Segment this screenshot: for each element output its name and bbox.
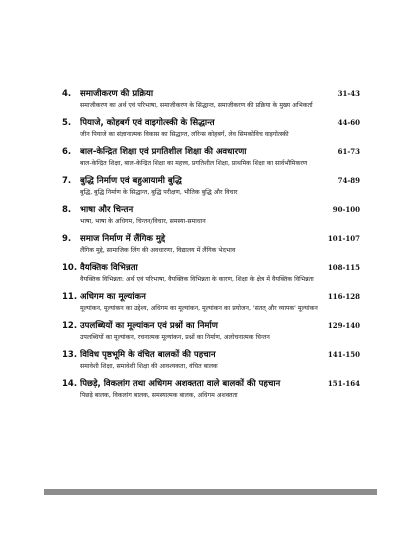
toc-entry bbox=[62, 146, 360, 168]
chapter-title: बाल-केन्द्रित शिक्षा एवं प्रगतिशील शिक्षा की अवधारणा bbox=[80, 147, 247, 157]
chapter-title: पिछड़े, विकलांग तथा अधिगम अशक्तता वाले बालकों की पहचान bbox=[80, 379, 281, 389]
chapter-number: 10. bbox=[62, 263, 78, 273]
toc-entry-heading bbox=[62, 291, 360, 302]
toc-entry-heading bbox=[62, 146, 360, 157]
chapter-topics: उपलब्धियों का मूल्यांकन, रचनात्मक मूल्यांकन, प्रश्नों का निर्माण, अलोचनात्मक चिन्तन bbox=[80, 334, 270, 341]
toc-entry bbox=[62, 262, 360, 284]
page-range: 129-140 bbox=[327, 321, 360, 330]
chapter-number: 13. bbox=[62, 350, 78, 360]
chapter-title: समाज निर्माण में लैंगिक मुद्दे bbox=[80, 234, 166, 244]
chapter-number: 9. bbox=[62, 234, 72, 244]
chapter-topics: जीन पियाजे का संज्ञानात्मक विकास का सिद्धान्त, लॉरेन्स कोहबर्ग, लेव सिमकोविच वाइगोत्स्की bbox=[80, 131, 289, 138]
toc-entry-heading bbox=[62, 117, 360, 128]
toc-entry bbox=[62, 291, 360, 313]
toc-entry bbox=[62, 117, 360, 139]
page-range: 116-128 bbox=[327, 292, 360, 301]
page-range: 101-107 bbox=[327, 234, 360, 243]
chapter-number: 6. bbox=[62, 147, 72, 157]
chapter-title: वैयक्तिक विभिन्नता bbox=[80, 263, 138, 273]
chapter-number: 5. bbox=[62, 118, 72, 128]
page-range: 31-43 bbox=[337, 89, 360, 98]
bottom-divider-bar bbox=[44, 489, 377, 495]
chapter-topics: पिछड़े बालक, विकलांग बालक, समस्यात्मक बालक, अधिगम अशक्तता bbox=[80, 392, 238, 399]
page-range: 90-100 bbox=[332, 205, 360, 214]
chapter-title: बुद्धि निर्माण एवं बहुआयामी बुद्धि bbox=[80, 176, 182, 186]
page-range: 108-115 bbox=[327, 263, 360, 272]
chapter-title: समाजीकरण की प्रक्रिया bbox=[80, 89, 154, 99]
chapter-topics: भाषा, भाषा के अधिगम, चिन्तन/विचार, समस्या-समाधान bbox=[80, 218, 206, 225]
chapter-number: 11. bbox=[62, 292, 78, 302]
toc-entry-heading bbox=[62, 204, 360, 215]
toc-entry bbox=[62, 204, 360, 226]
page-range: 74-89 bbox=[337, 176, 360, 185]
toc-entry-heading bbox=[62, 349, 360, 360]
toc-entry bbox=[62, 378, 360, 400]
chapter-number: 12. bbox=[62, 321, 78, 331]
chapter-title: भाषा और चिन्तन bbox=[80, 205, 134, 215]
chapter-title: अधिगम का मूल्यांकन bbox=[80, 292, 146, 302]
page-range: 44-60 bbox=[337, 118, 360, 127]
chapter-topics: बुद्धि, बुद्धि निर्माण के सिद्धान्त, बुद्धि परीक्षण, भौतिक बुद्धि और विचार bbox=[80, 189, 238, 196]
chapter-number: 7. bbox=[62, 176, 72, 186]
chapter-number: 14. bbox=[62, 379, 78, 389]
chapter-topics: लैंगिक मुद्दे, सामाजिक लिंग की अवधारणा, विद्यालय में लैंगिक भेदभाव bbox=[80, 247, 236, 254]
chapter-topics: मूल्यांकन, मूल्यांकन का उद्देश्य, अधिगम का मूल्यांकन, मूल्यांकन का प्रयोजन, 'सतत् और व्यापक' मूल्यांकन bbox=[80, 305, 318, 312]
toc-entry bbox=[62, 233, 360, 255]
chapter-topics: बाल-केन्द्रित शिक्षा, बाल-केन्द्रित शिक्षा का महत्त्व, प्रगतिशील शिक्षा, प्राथमिक शिक्षा का सार्वभौमिकरण bbox=[80, 160, 308, 167]
chapter-number: 8. bbox=[62, 205, 72, 215]
toc-entry-heading bbox=[62, 320, 360, 331]
toc-entry-heading bbox=[62, 233, 360, 244]
toc-entry bbox=[62, 88, 360, 110]
chapter-title: पियाजे, कोहबर्ग एवं वाइगोत्स्की के सिद्धान्त bbox=[80, 118, 215, 128]
toc-entry-heading bbox=[62, 175, 360, 186]
chapter-title: विविध पृष्ठभूमि के वंचित बालकों की पहचान bbox=[80, 350, 216, 360]
toc-entry bbox=[62, 320, 360, 342]
chapter-topics: वैयक्तिक विभिन्नता: अर्थ एवं परिभाषा, वैयक्तिक विभिन्नता के कारण, शिक्षा के क्षेत्र में वैयक्तिक विभिन्नता bbox=[80, 276, 314, 283]
chapter-topics: समाजीकरण का अर्थ एवं परिभाषा, समाजीकरण के सिद्धान्त, समाजीकरण की प्रक्रिया के मुख्य अभिकर्ता bbox=[80, 102, 313, 109]
page-range: 151-164 bbox=[327, 379, 360, 388]
toc-entry bbox=[62, 349, 360, 371]
page-range: 141-150 bbox=[327, 350, 360, 359]
toc-entry-heading bbox=[62, 88, 360, 99]
chapter-number: 4. bbox=[62, 89, 72, 99]
chapter-topics: समावेशी शिक्षा, समावेशी शिक्षा की आवश्यकता, वंचित बालक bbox=[80, 363, 218, 370]
table-of-contents bbox=[62, 88, 360, 407]
toc-entry-heading bbox=[62, 262, 360, 273]
chapter-title: उपलब्धियों का मूल्यांकन एवं प्रश्नों का निर्माण bbox=[80, 321, 218, 331]
page-range: 61-73 bbox=[337, 147, 360, 156]
toc-entry bbox=[62, 175, 360, 197]
toc-entry-heading bbox=[62, 378, 360, 389]
